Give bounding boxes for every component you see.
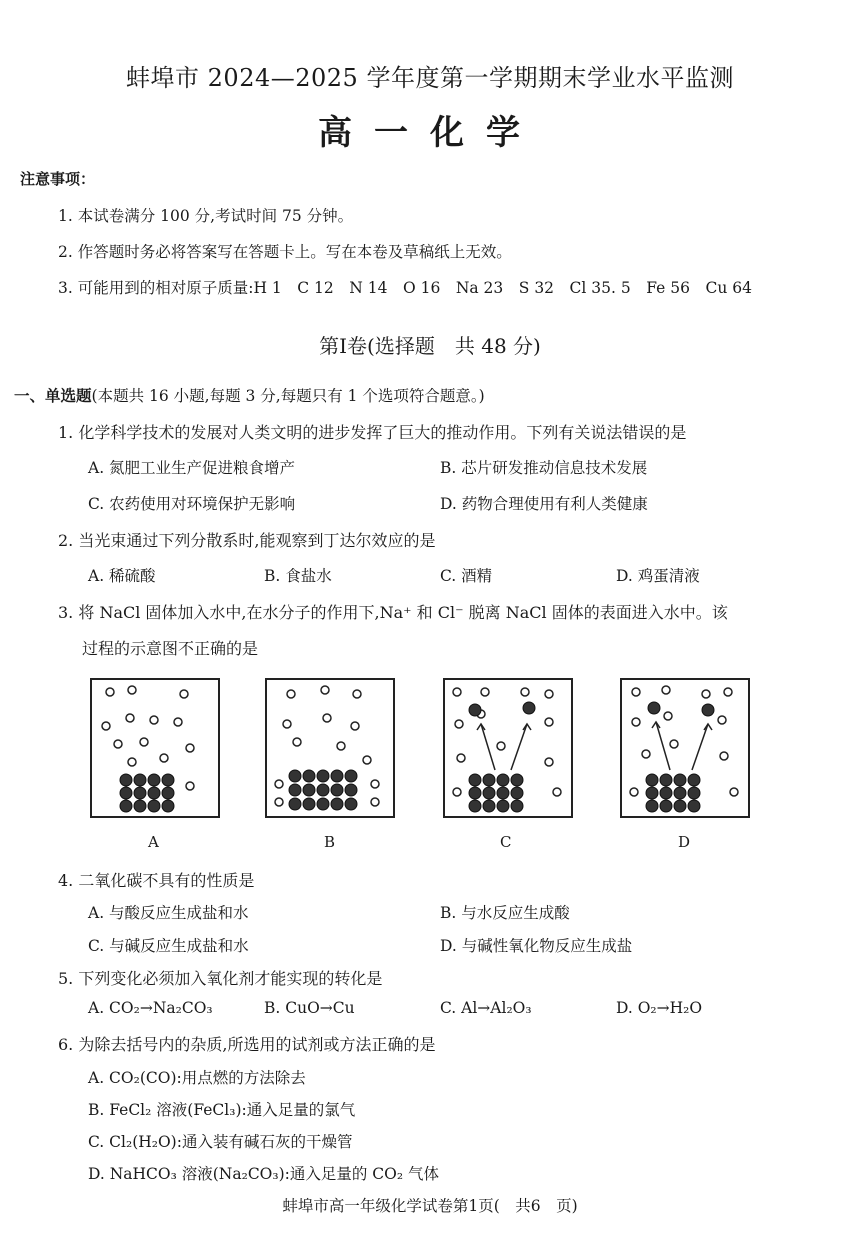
- notice-item: 3. 可能用到的相对原子质量:H 1 C 12 N 14 O 16 Na 23 S 32 Cl 35. 5 Fe 56 Cu 64: [58, 279, 752, 297]
- nacl-figure-b: [265, 678, 395, 818]
- question-stem: 1. 化学科学技术的发展对人类文明的进步发挥了巨大的推动作用。下列有关说法错误的是: [58, 423, 687, 442]
- nacl-figure-d: [620, 678, 750, 818]
- exam-title: 蚌埠市 2024—2025 学年度第一学期期末学业水平监测: [126, 64, 734, 92]
- part-label: 一、单选题: [14, 387, 92, 405]
- question-stem: 4. 二氧化碳不具有的性质是: [58, 871, 255, 890]
- figure-label: A: [148, 833, 159, 851]
- nacl-figure-a: [90, 678, 220, 818]
- option: A. 稀硫酸: [88, 567, 156, 585]
- option: C. 酒精: [440, 567, 493, 585]
- option: D. 与碱性氧化物反应生成盐: [440, 937, 633, 955]
- question-stem: 3. 将 NaCl 固体加入水中,在水分子的作用下,Na⁺ 和 Cl⁻ 脱离 NaCl 固体的表面进入水中。该: [58, 603, 728, 622]
- option: A. CO₂(CO):用点燃的方法除去: [88, 1069, 306, 1087]
- figure-label: D: [678, 833, 691, 851]
- nacl-figure-c: [443, 678, 573, 818]
- option: D. O₂→H₂O: [616, 999, 703, 1017]
- option: A. 与酸反应生成盐和水: [88, 904, 249, 922]
- notice-heading: 注意事项：: [20, 170, 96, 188]
- subject-title: 高一化学: [318, 113, 542, 153]
- option: B. 食盐水: [264, 567, 332, 585]
- figure-label: B: [324, 833, 336, 851]
- notice-item: 1. 本试卷满分 100 分,考试时间 75 分钟。: [58, 207, 354, 225]
- option: D. NaHCO₃ 溶液(Na₂CO₃):通入足量的 CO₂ 气体: [88, 1165, 440, 1183]
- option: C. 与碱反应生成盐和水: [88, 937, 249, 955]
- notice-item: 2. 作答题时务必将答案写在答题卡上。写在本卷及草稿纸上无效。: [58, 243, 512, 261]
- option: C. Al→Al₂O₃: [440, 999, 532, 1017]
- part-heading: [14, 384, 485, 406]
- option: B. CuO→Cu: [264, 999, 355, 1017]
- option: C. Cl₂(H₂O):通入装有碱石灰的干燥管: [88, 1133, 353, 1151]
- option: C. 农药使用对环境保护无影响: [88, 495, 296, 513]
- option: B. 芯片研发推动信息技术发展: [440, 459, 648, 477]
- option: B. 与水反应生成酸: [440, 904, 570, 922]
- question-stem: 2. 当光束通过下列分散系时,能观察到丁达尔效应的是: [58, 531, 436, 550]
- section-title: 第Ⅰ卷(选择题 共 48 分): [319, 334, 541, 358]
- question-stem: 5. 下列变化必须加入氧化剂才能实现的转化是: [58, 969, 383, 988]
- option: D. 鸡蛋清液: [616, 567, 700, 585]
- question-stem: 6. 为除去括号内的杂质,所选用的试剂或方法正确的是: [58, 1035, 436, 1054]
- figure-label: C: [500, 833, 512, 851]
- option: A. 氮肥工业生产促进粮食增产: [88, 459, 296, 477]
- option: A. CO₂→Na₂CO₃: [88, 999, 213, 1017]
- option: D. 药物合理使用有利人类健康: [440, 495, 648, 513]
- question-stem-continued: 过程的示意图不正确的是: [82, 639, 259, 658]
- option: B. FeCl₂ 溶液(FeCl₃):通入足量的氯气: [88, 1101, 356, 1119]
- part-note: (本题共 16 小题,每题 3 分,每题只有 1 个选项符合题意。): [91, 387, 485, 405]
- page-footer: 蚌埠市高一年级化学试卷第1页( 共6 页): [282, 1197, 578, 1215]
